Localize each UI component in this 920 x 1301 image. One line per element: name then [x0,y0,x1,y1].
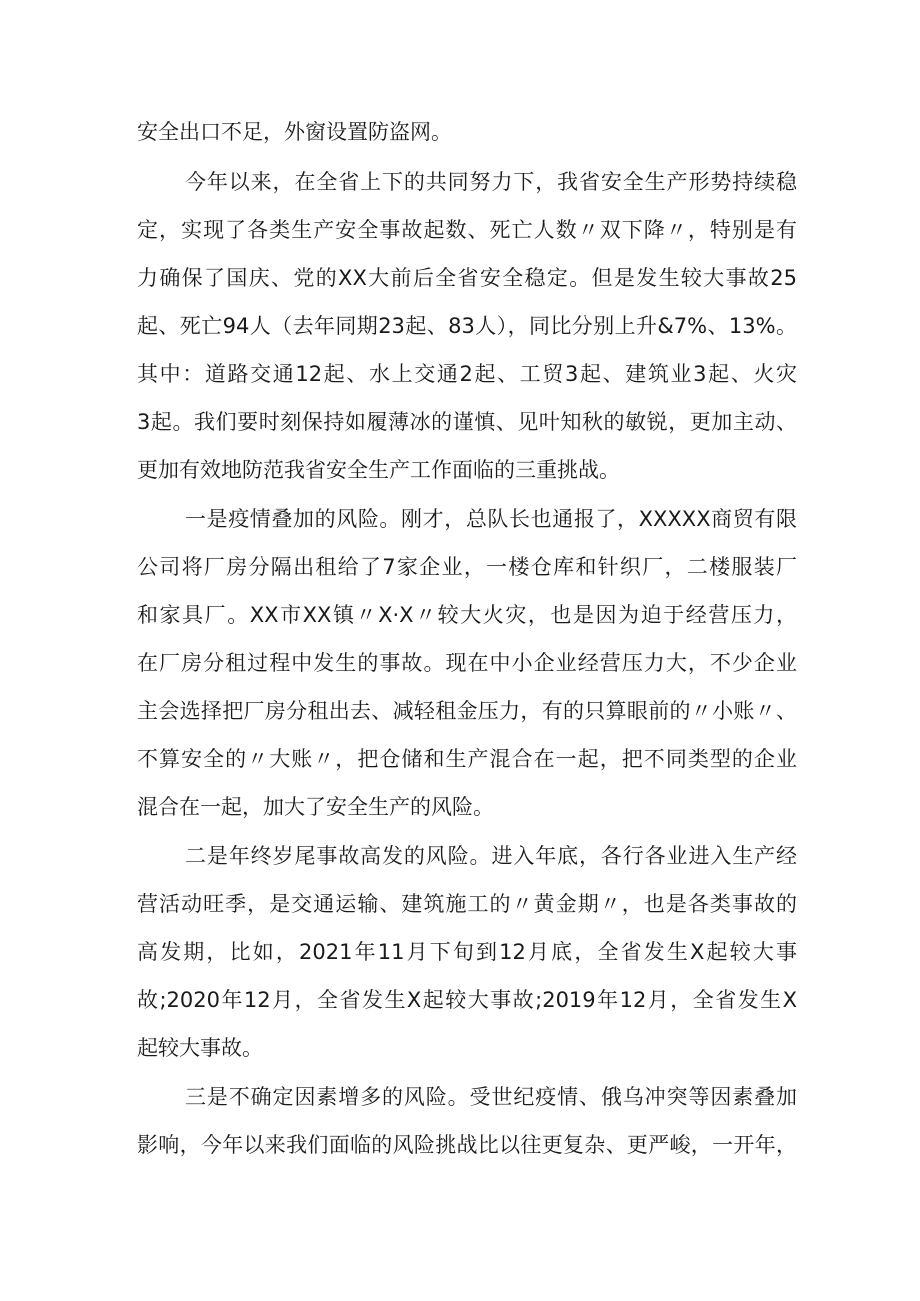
paragraph-first-line: 二是年终岁尾事故高发的风险。进入年底，各行各业进入生产经 [185,844,797,868]
text-line: 更加有效地防范我省安全生产工作面临的三重挑战。 [137,458,620,482]
text-line: 和家具厂。XX市XX镇〃X·X〃较大火灾，也是因为迫于经营压力， [137,603,797,627]
paragraph-first-line: 三是不确定因素增多的风险。受世纪疫情、俄乌冲突等因素叠加 [185,1085,797,1109]
text-line: 高发期，比如，2021年11月下旬到12月底，全省发生X起较大事 [137,940,797,964]
text-line: 其中：道路交通12起、水上交通2起、工贸3起、建筑业3起、火灾 [137,362,797,386]
text-line: 定，实现了各类生产安全事故起数、死亡人数〃双下降〃，特别是有 [137,218,797,242]
text-line: 故;2020年12月，全省发生X起较大事故;2019年12月，全省发生X [137,988,797,1012]
text-line: 起较大事故。 [137,1036,263,1060]
text-line: 混合在一起，加大了安全生产的风险。 [137,795,494,819]
text-line: 力确保了国庆、党的XX大前后全省安全稳定。但是发生较大事故25 [137,266,797,290]
text-line: 主会选择把厂房分租出去、减轻租金压力，有的只算眼前的〃小账〃、 [137,699,797,723]
text-line: 不算安全的〃大账〃，把仓储和生产混合在一起，把不同类型的企业 [137,747,797,771]
text-line: 公司将厂房分隔出租给了7家企业，一楼仓库和针织厂，二楼服装厂 [137,555,797,579]
text-line: 影响，今年以来我们面临的风险挑战比以往更复杂、更严峻，一开年， [137,1133,797,1157]
text-line: 营活动旺季，是交通运输、建筑施工的〃黄金期〃，也是各类事故的 [137,892,797,916]
text-line: 在厂房分租过程中发生的事故。现在中小企业经营压力大，不少企业 [137,651,797,675]
paragraph-first-line: 一是疫情叠加的风险。刚才，总队长也通报了，XXXXX商贸有限 [185,507,797,531]
text-line: 3起。我们要时刻保持如履薄冰的谨慎、见叶知秋的敏锐，更加主动、 [137,410,797,434]
text-line: 起、死亡94人（去年同期23起、83人），同比分别上升&7%、13%。 [137,314,797,338]
paragraph-first-line: 今年以来，在全省上下的共同努力下，我省安全生产形势持续稳 [185,170,797,194]
text-line: 安全出口不足，外窗设置防盗网。 [137,120,452,144]
